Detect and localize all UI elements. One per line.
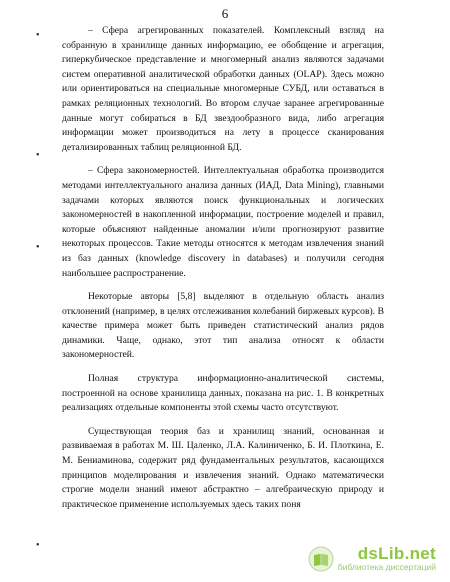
dslib-watermark[interactable] <box>308 545 436 572</box>
margin-mark: • <box>36 540 40 551</box>
book-logo-icon <box>308 546 334 572</box>
paragraph-deviation-analysis: Некоторые авторы [5,8] выделяют в отдельную область анализ отклонений (например, в целях отслеживания колебаний биржевых курсов). В качестве примера может быть приведен статистический анализ рядов динамики. Чаще, однако, этот тип анализа относят к области закономерностей. <box>62 291 384 361</box>
paragraph-system-structure: Полная структура информационно-аналитической системы, построенной на основе хранилища данных, показана на рис. 1. В конкретных реализациях отдельные компоненты этой схемы часто отсутствуют. <box>62 373 384 414</box>
watermark-brand: dsLib.net <box>357 544 436 563</box>
margin-mark: • <box>36 150 40 161</box>
document-body <box>62 24 384 521</box>
margin-mark: • <box>36 242 40 253</box>
paragraph-patterns: – Сфера закономерностей. Интеллектуальная обработка производится методами интеллектуального анализа данных (ИАД, Data Mining), главными задачами которых являются поиск функциональных и логических закономерностей в накопленной информации, построение моделей и правил, которые объясняют найденные аномалии и/или прогнозируют развитие некоторых процессов. Такие методы относятся к методам извлечения знаний из баз данных (knowledge discovery in databases) и получили сегодня наибольшее распространение. <box>62 165 384 279</box>
paragraph-aggregated-indicators: – Сфера агрегированных показателей. Комплексный взгляд на собранную в хранилище данных информацию, ее обобщение и агрегация, гиперкубическое представление и многомерный анализ являются задачами систем оперативной аналитической обработки данных (OLAP). Здесь можно или ориентироваться на специальные многомерные СУБД, или оставаться в рамках реляционных технологий. Во втором случае заранее агрегированные данные могут собираться в БД звездообразного вида, либо агрегация информации может производиться на лету в процессе сканирования детализированных таблиц реляционной БД. <box>62 25 384 153</box>
margin-mark: • <box>36 30 40 41</box>
paragraph-knowledge-theory: Существующая теория баз и хранилищ знаний, основанная и развиваемая в работах М. Ш. Цаленко, Л.А. Калиниченко, Б. И. Плоткина, Е. М. Бениаминова, содержит ряд фундаментальных результатов, касающихся принципов моделирования и извлечения знаний. Однако математически строгие модели знаний имеют абстрактно – алгебраическую природу и практическое применение используемых здесь таких поня <box>62 425 384 510</box>
page-number: 6 <box>221 6 229 21</box>
watermark-subtitle: библиотека диссертаций <box>337 562 436 572</box>
